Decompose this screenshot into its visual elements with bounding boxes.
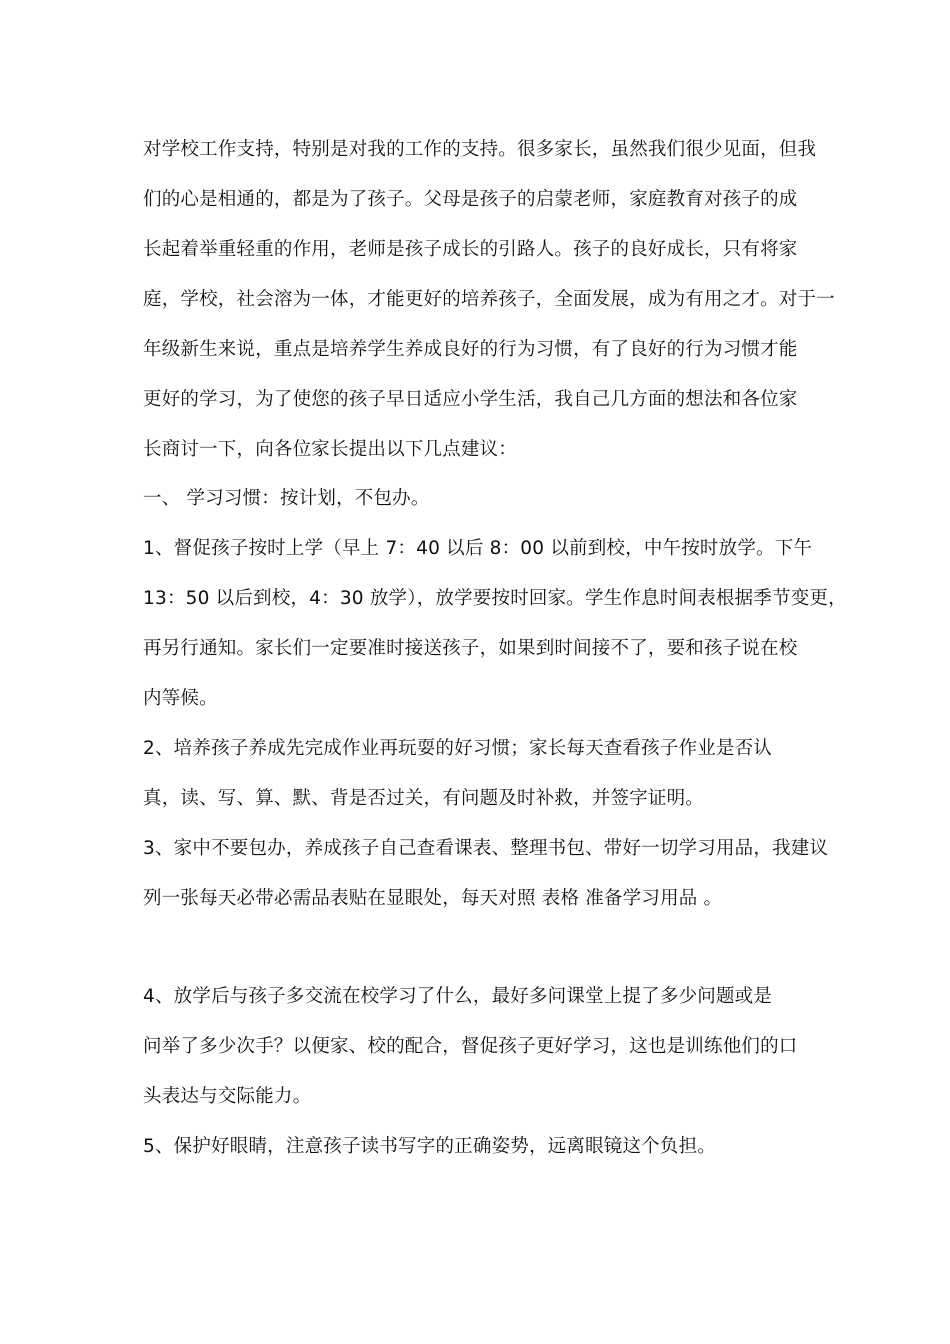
list-item-line: 问举了多少次手？以便家、校的配合，督促孩子更好学习，这也是训练他们的口 (143, 1036, 798, 1057)
paragraph-line: 庭，学校，社会溶为一体，才能更好的培养孩子，全面发展，成为有用之才。对于一 (143, 289, 835, 310)
section-heading: 一、 学习习惯：按计划，不包办。 (143, 488, 430, 509)
paragraph-line: 长起着举重轻重的作用，老师是孩子成长的引路人。孩子的良好成长，只有将家 (143, 239, 798, 260)
list-item-line: 真，读、写、算、默、背是否过关，有问题及时补救，并签字证明。 (143, 788, 705, 809)
list-item-line: 内等候。 (143, 688, 218, 709)
paragraph-line: 更好的学习，为了使您的孩子早日适应小学生活，我自己几方面的想法和各位家 (143, 389, 798, 410)
list-item-line: 列一张每天必带必需品表贴在显眼处，每天对照 表格 准备学习用品 。 (143, 888, 723, 909)
paragraph-line: 们的心是相通的，都是为了孩子。父母是孩子的启蒙老师，家庭教育对孩子的成 (143, 189, 798, 210)
paragraph-line: 长商讨一下，向各位家长提出以下几点建议： (143, 439, 518, 460)
list-item-line: 再另行通知。家长们一定要准时接送孩子，如果到时间接不了，要和孩子说在校 (143, 638, 798, 659)
list-item-line: 5、保护好眼睛，注意孩子读书写字的正确姿势，远离眼镜这个负担。 (143, 1136, 716, 1157)
list-item-line: 3、家中不要包办，养成孩子自己查看课表、整理书包、带好一切学习用品，我建议 (143, 838, 829, 859)
list-item-line: 2、培养孩子养成先完成作业再玩耍的好习惯；家长每天查看孩子作业是否认 (143, 738, 773, 759)
list-item-line: 4、放学后与孩子多交流在校学习了什么，最好多问课堂上提了多少问题或是 (143, 986, 773, 1007)
list-item-line: 头表达与交际能力。 (143, 1086, 312, 1107)
list-item-line: 13：50 以后到校，4：30 放学），放学要按时回家。学生作息时间表根据季节变更， (143, 588, 847, 609)
paragraph-line: 年级新生来说，重点是培养学生养成良好的行为习惯，有了良好的行为习惯才能 (143, 339, 798, 360)
paragraph-line: 对学校工作支持，特别是对我的工作的支持。很多家长，虽然我们很少见面，但我 (143, 139, 817, 160)
list-item-line: 1、督促孩子按时上学（早上 7：40 以后 8：00 以前到校，中午按时放学。下午 (143, 538, 813, 559)
